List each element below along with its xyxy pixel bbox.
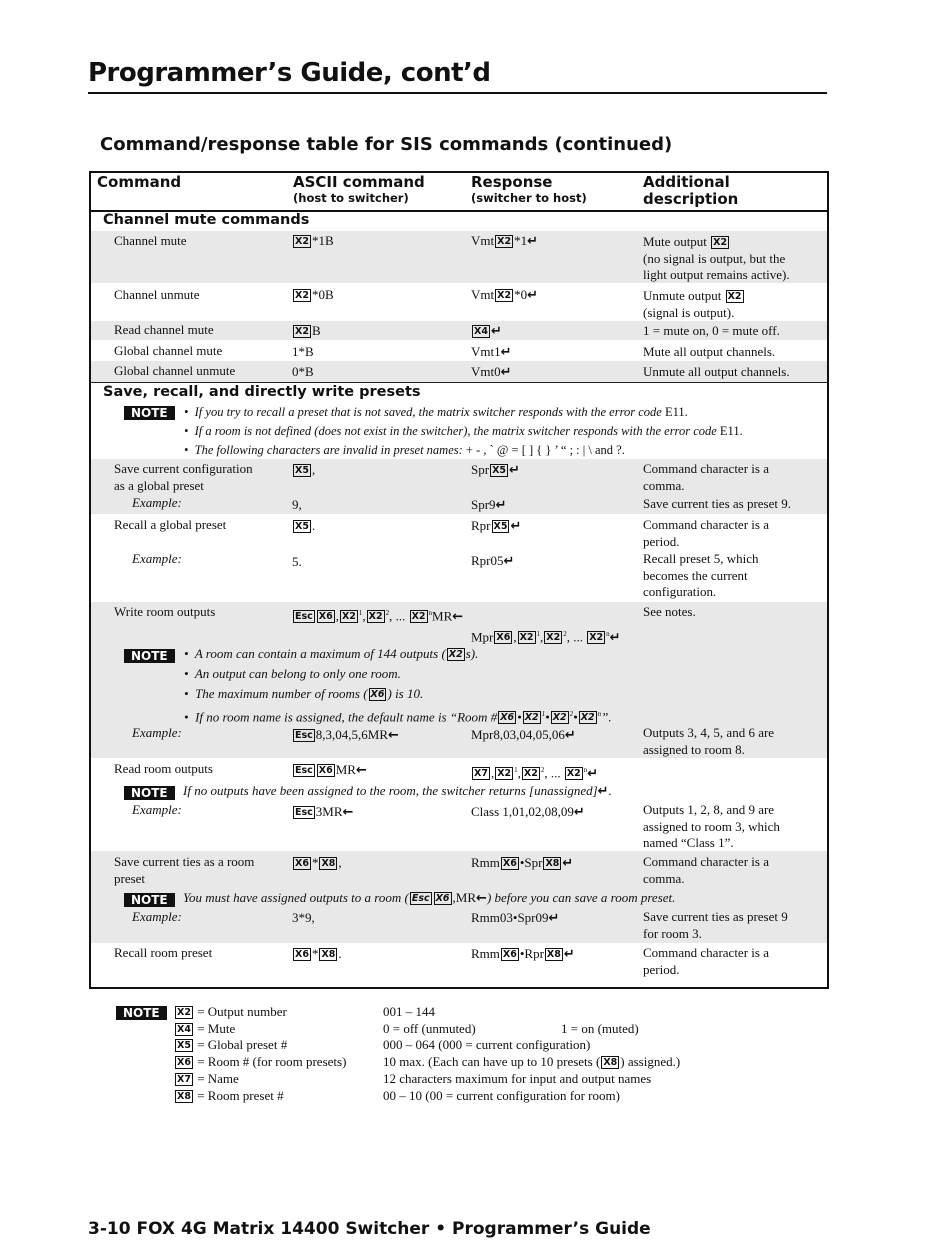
note-read-room: If no outputs have been assigned to the room, the switcher returns [unassigned]↵.: [183, 783, 612, 799]
desc-recall-room: Command character is a period.: [643, 945, 769, 977]
resp-write-room: Mpr X6 , X2 $^1$, X2 $^2$, ... X2 $^n$↵: [471, 629, 621, 646]
cmd-channel-unmute: Channel unmute: [114, 287, 200, 302]
cmd-save-room: Save current ties as a room preset: [114, 854, 255, 886]
header-response: Response (switcher to host): [471, 173, 587, 205]
resp-read-room: X7 , X2 $^1$, X2 $^2$, ... X2 $^n$↵: [474, 765, 599, 782]
example-label: Example:: [132, 495, 182, 510]
resp-channel-mute: Vmt X2 *1↵: [471, 233, 538, 249]
note-preset-1: • If you try to recall a preset that is not saved, the matrix switcher responds with the error code E11.: [184, 405, 688, 419]
legend-note-badge: NOTE: [116, 1004, 167, 1022]
resp-channel-unmute: Vmt X2 *0↵: [471, 287, 538, 303]
note-preset-3: • The following characters are invalid in preset names: + - , ` @ = [ ] { } ’ “ ; : | \ and ?.: [184, 443, 625, 457]
table-subtitle: Command/response table for SIS commands (continued): [100, 134, 673, 155]
ex-desc-read-room: Outputs 1, 2, 8, and 9 are assigned to room 3, which named “Class 1”.: [643, 802, 780, 850]
cmd-global-unmute: Global channel unmute: [114, 363, 236, 378]
note-preset-2: • If a room is not defined (does not exist in the switcher), the matrix switcher responds with the error code E11.: [184, 424, 743, 438]
note-save-room: You must have assigned outputs to a room ( Esc X6 ,MR←) before you can save a room preset.: [183, 890, 676, 906]
ascii-read-room: Esc X6 MR←: [295, 762, 367, 778]
legend-x7-value: 12 characters maximum for input and output names: [383, 1071, 652, 1086]
legend-x5: X5 = Global preset #: [177, 1037, 288, 1052]
note-badge: NOTE: [124, 647, 175, 665]
resp-save-global: Spr X5 ↵: [471, 462, 520, 478]
ex-resp-read-room: Class 1,01,02,08,09↵: [471, 804, 585, 820]
ex-ascii-save-room: 3*9,: [292, 910, 315, 925]
ex-resp-save-room: Rmm03•Spr09↵: [471, 910, 560, 926]
note-room-1: • A room can contain a maximum of 144 outputs ( X2 s).: [184, 646, 479, 661]
example-label: Example:: [132, 909, 182, 924]
desc-save-room: Command character is a comma.: [643, 854, 769, 886]
resp-recall-global: Rpr X5 ↵: [471, 518, 522, 534]
header-ascii: ASCII command (host to switcher): [293, 173, 425, 205]
ex-resp-write-room: Mpr8,03,04,05,06↵: [471, 727, 576, 743]
desc-write-room: See notes.: [643, 604, 696, 619]
desc-recall-global: Command character is a period.: [643, 517, 769, 549]
note-room-4: • If no room name is assigned, the default name is “Room # X6 • X2 $^1$• X2 $^2$• X2 $^n$”.: [184, 709, 612, 725]
cmd-recall-global: Recall a global preset: [114, 517, 227, 532]
resp-save-room: Rmm X6 •Spr X8 ↵: [471, 855, 574, 871]
example-label: Example:: [132, 725, 182, 740]
example-label: Example:: [132, 802, 182, 817]
ex-desc-recall-global: Recall preset 5, which becomes the current configuration.: [643, 551, 759, 599]
note-badge: NOTE: [124, 404, 175, 422]
page-title: Programmer’s Guide, cont’d: [88, 58, 491, 88]
ex-resp-recall-global: Rpr05↵: [471, 553, 515, 569]
ascii-save-global: X5 ,: [295, 462, 316, 477]
ex-desc-write-room: Outputs 3, 4, 5, and 6 are assigned to room 8.: [643, 725, 775, 757]
ex-ascii-read-room: Esc 3MR←: [295, 804, 354, 820]
section-presets: Save, recall, and directly write presets: [103, 384, 421, 400]
section-rule: [91, 382, 827, 383]
desc-channel-mute: Mute output X2 (no signal is output, but the light output remains active).: [643, 234, 790, 282]
ascii-save-room: X6 * X8 ,: [295, 855, 342, 870]
cmd-read-room: Read room outputs: [114, 761, 213, 776]
cmd-write-room: Write room outputs: [114, 604, 216, 619]
ascii-write-room: Esc X6 , X2 $^1$, X2 $^2$, ... X2 $^n$MR←: [295, 608, 464, 625]
ascii-channel-mute: X2 *1B: [295, 233, 334, 248]
ascii-global-mute: 1*B: [292, 344, 314, 359]
note-badge: NOTE: [124, 784, 175, 802]
desc-global-mute: Mute all output channels.: [643, 344, 776, 359]
resp-read-mute: X4 ↵: [474, 324, 502, 339]
ex-ascii-recall-global: 5.: [292, 554, 302, 569]
ex-desc-save-global: Save current ties as preset 9.: [643, 496, 792, 511]
resp-global-unmute: Vmt0↵: [471, 364, 512, 380]
legend-x4: X4 = Mute: [177, 1021, 236, 1036]
ex-resp-save-global: Spr9↵: [471, 497, 507, 513]
legend-x6: X6 = Room # (for room presets): [177, 1054, 347, 1069]
header-description: Additional description: [643, 173, 739, 208]
legend-x2-value: 001 – 144: [383, 1004, 435, 1019]
ascii-channel-unmute: X2 *0B: [295, 287, 334, 302]
ascii-recall-global: X5 .: [295, 518, 316, 533]
legend-x5-value: 000 – 064 (000 = current configuration): [383, 1037, 591, 1052]
legend-x6-value: 10 max. (Each can have up to 10 presets ( X8 ) assigned.): [383, 1054, 681, 1069]
header-command: Command: [97, 173, 182, 191]
ex-ascii-write-room: Esc 8,3,04,5,6MR←: [295, 727, 399, 743]
note-badge: NOTE: [124, 891, 175, 909]
legend-x4-value2: 1 = on (muted): [561, 1021, 639, 1036]
example-label: Example:: [132, 551, 182, 566]
ascii-read-mute: X2 B: [295, 323, 321, 338]
legend-x4-value: 0 = off (unmuted): [383, 1021, 476, 1036]
section-channel-mute: Channel mute commands: [103, 212, 310, 228]
ascii-global-unmute: 0*B: [292, 364, 314, 379]
resp-global-mute: Vmt1↵: [471, 344, 512, 360]
resp-recall-room: Rmm X6 •Rpr X8 ↵: [471, 946, 575, 962]
page-footer: 3-10 FOX 4G Matrix 14400 Switcher • Programmer’s Guide: [88, 1219, 651, 1239]
cmd-global-mute: Global channel mute: [114, 343, 223, 358]
desc-save-global: Command character is a comma.: [643, 461, 769, 493]
legend-x8: X8 = Room preset #: [177, 1088, 284, 1103]
legend-x8-value: 00 – 10 (00 = current configuration for room): [383, 1088, 620, 1103]
legend-x2: X2 = Output number: [177, 1004, 287, 1019]
cmd-read-mute: Read channel mute: [114, 322, 214, 337]
desc-channel-unmute: Unmute output X2 (signal is output).: [643, 288, 742, 320]
note-room-2: • An output can belong to only one room.: [184, 666, 401, 681]
desc-global-unmute: Unmute all output channels.: [643, 364, 790, 379]
cmd-channel-mute: Channel mute: [114, 233, 187, 248]
title-rule: [88, 92, 827, 94]
cmd-save-global: Save current configuration as a global preset: [114, 461, 253, 493]
cmd-recall-room: Recall room preset: [114, 945, 213, 960]
ex-ascii-save-global: 9,: [292, 497, 302, 512]
ex-desc-save-room: Save current ties as preset 9 for room 3.: [643, 909, 788, 941]
ascii-recall-room: X6 * X8 .: [295, 946, 342, 961]
desc-read-mute: 1 = mute on, 0 = mute off.: [643, 323, 780, 338]
legend-x7: X7 = Name: [177, 1071, 239, 1086]
note-room-3: • The maximum number of rooms ( X6 ) is 10.: [184, 686, 424, 701]
